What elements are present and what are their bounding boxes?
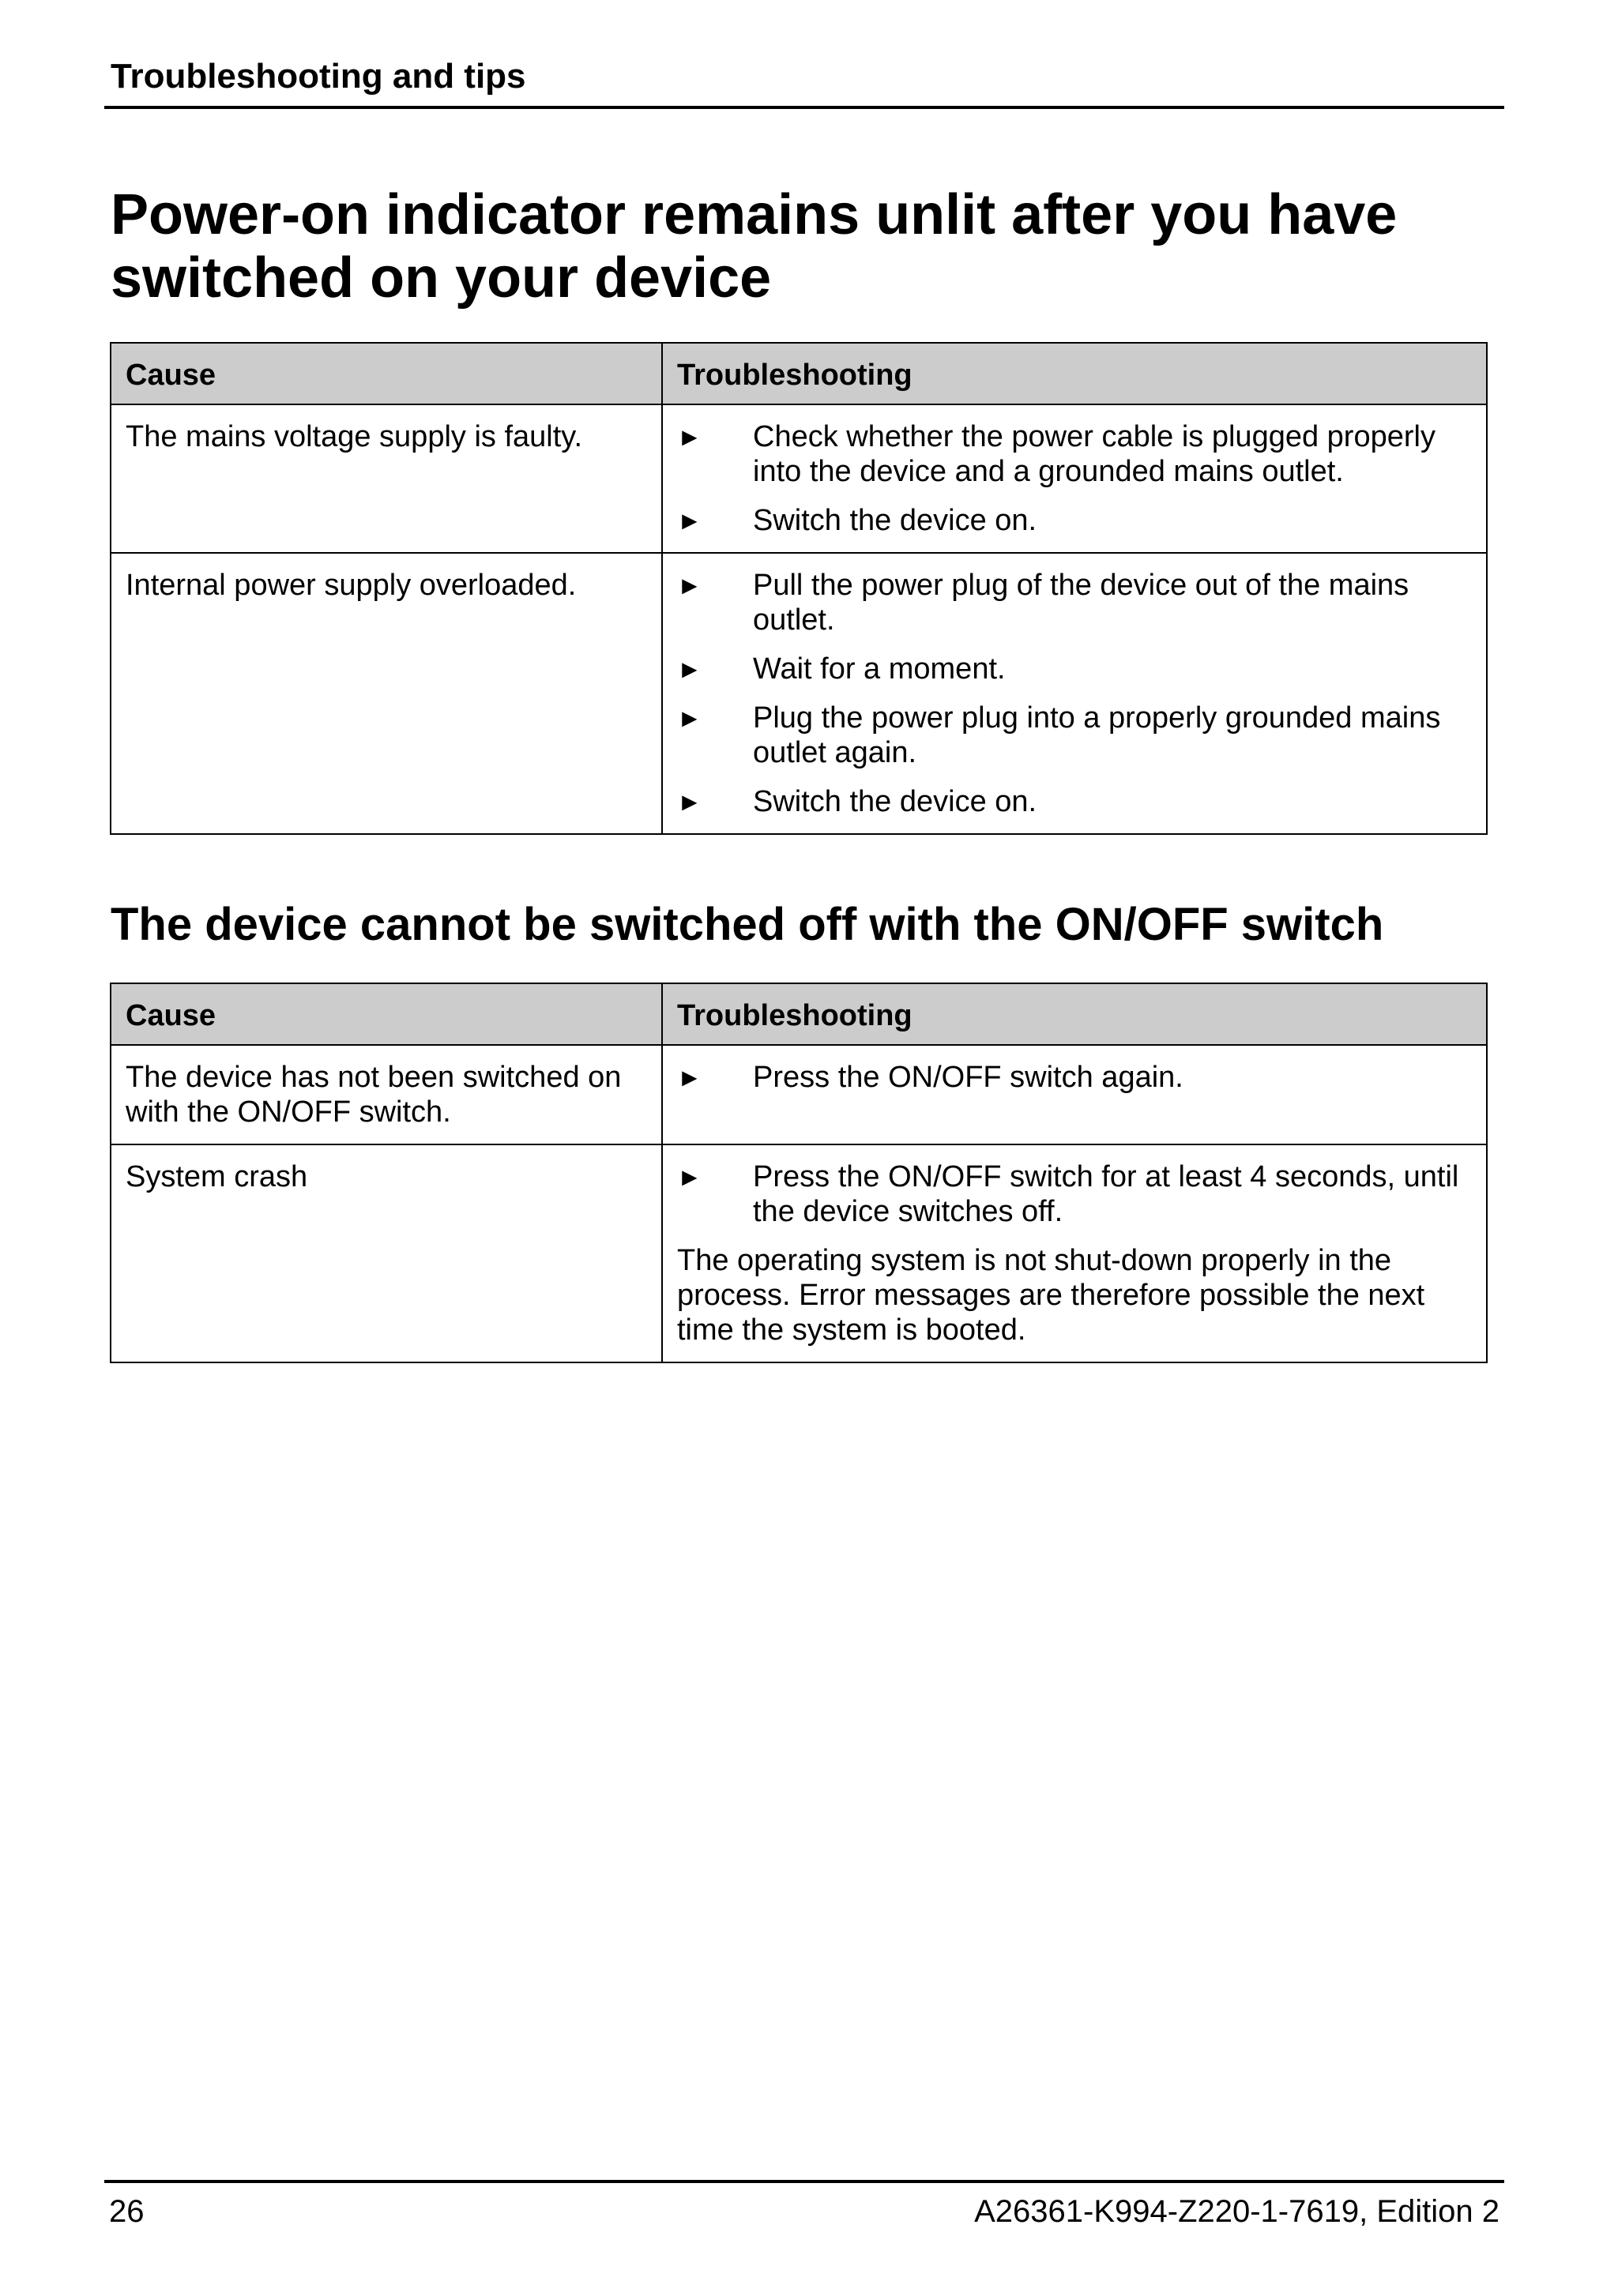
page-header [104,52,1504,109]
cause-cell [111,404,662,553]
section1-heading [111,183,1501,310]
step-text: Press the ON/OFF switch again. [753,1061,1183,1094]
column-header-troubleshooting: Troubleshooting [662,983,1487,1045]
step-text: Switch the device on. [753,504,1037,537]
cause-text: Internal power supply overloaded. [126,569,577,602]
arrow-bullet-icon: ► [677,571,702,599]
step-text: Press the ON/OFF switch for at least 4 seconds, until the device switches off. [753,1160,1459,1228]
page-number: 26 [109,2194,145,2229]
troubleshooting-cell [662,1144,1487,1362]
table-row [111,1045,1487,1144]
table-header-row [111,343,1487,404]
arrow-bullet-icon: ► [677,655,702,683]
step-item [677,652,1472,686]
troubleshooting-cell [662,404,1487,553]
arrow-bullet-icon: ► [677,1063,702,1092]
step-text: Switch the device on. [753,785,1037,818]
step-item [677,1060,1472,1095]
arrow-bullet-icon: ► [677,704,702,732]
step-item [677,1159,1472,1229]
cause-text: The device has not been switched on with the ON/OFF switch. [126,1061,622,1129]
document-id: A26361-K994-Z220-1-7619, Edition 2 [974,2194,1499,2229]
header-title: Troubleshooting and tips [111,57,526,96]
column-header-cause: Cause [111,983,662,1045]
troubleshooting-cell [662,1045,1487,1144]
cause-cell [111,1144,662,1362]
step-item [677,568,1472,637]
arrow-bullet-icon: ► [677,506,702,535]
step-item [677,701,1472,770]
column-header-troubleshooting: Troubleshooting [662,343,1487,404]
power-on-troubleshooting-table [110,342,1488,835]
cause-cell [111,1045,662,1144]
troubleshooting-cell [662,553,1487,834]
step-item [677,503,1472,538]
step-text: Plug the power plug into a properly grounded mains outlet again. [753,701,1441,769]
table-row [111,553,1487,834]
arrow-bullet-icon: ► [677,423,702,451]
cause-cell [111,553,662,834]
step-text: Check whether the power cable is plugged properly into the device and a grounded mains outlet. [753,420,1436,488]
section2-heading: The device cannot be switched off with the ON/OFF switch [111,899,1384,950]
page-footer [104,2180,1504,2246]
note-text: The operating system is not shut-down properly in the process. Error messages are therefore possible the next time the system is booted. [677,1244,1425,1347]
power-off-troubleshooting-table [110,983,1488,1363]
table-header-row [111,983,1487,1045]
section1-heading-line1: Power-on indicator remains unlit after you have [111,183,1398,246]
cause-text: The mains voltage supply is faulty. [126,420,583,453]
arrow-bullet-icon: ► [677,787,702,816]
step-text: Pull the power plug of the device out of the mains outlet. [753,569,1409,637]
column-header-cause: Cause [111,343,662,404]
arrow-bullet-icon: ► [677,1163,702,1191]
step-item [677,419,1472,489]
table-row [111,1144,1487,1362]
section1-heading-line2: switched on your device [111,246,772,310]
table-row [111,404,1487,553]
cause-text: System crash [126,1160,308,1193]
step-item [677,784,1472,819]
step-text: Wait for a moment. [753,652,1006,686]
